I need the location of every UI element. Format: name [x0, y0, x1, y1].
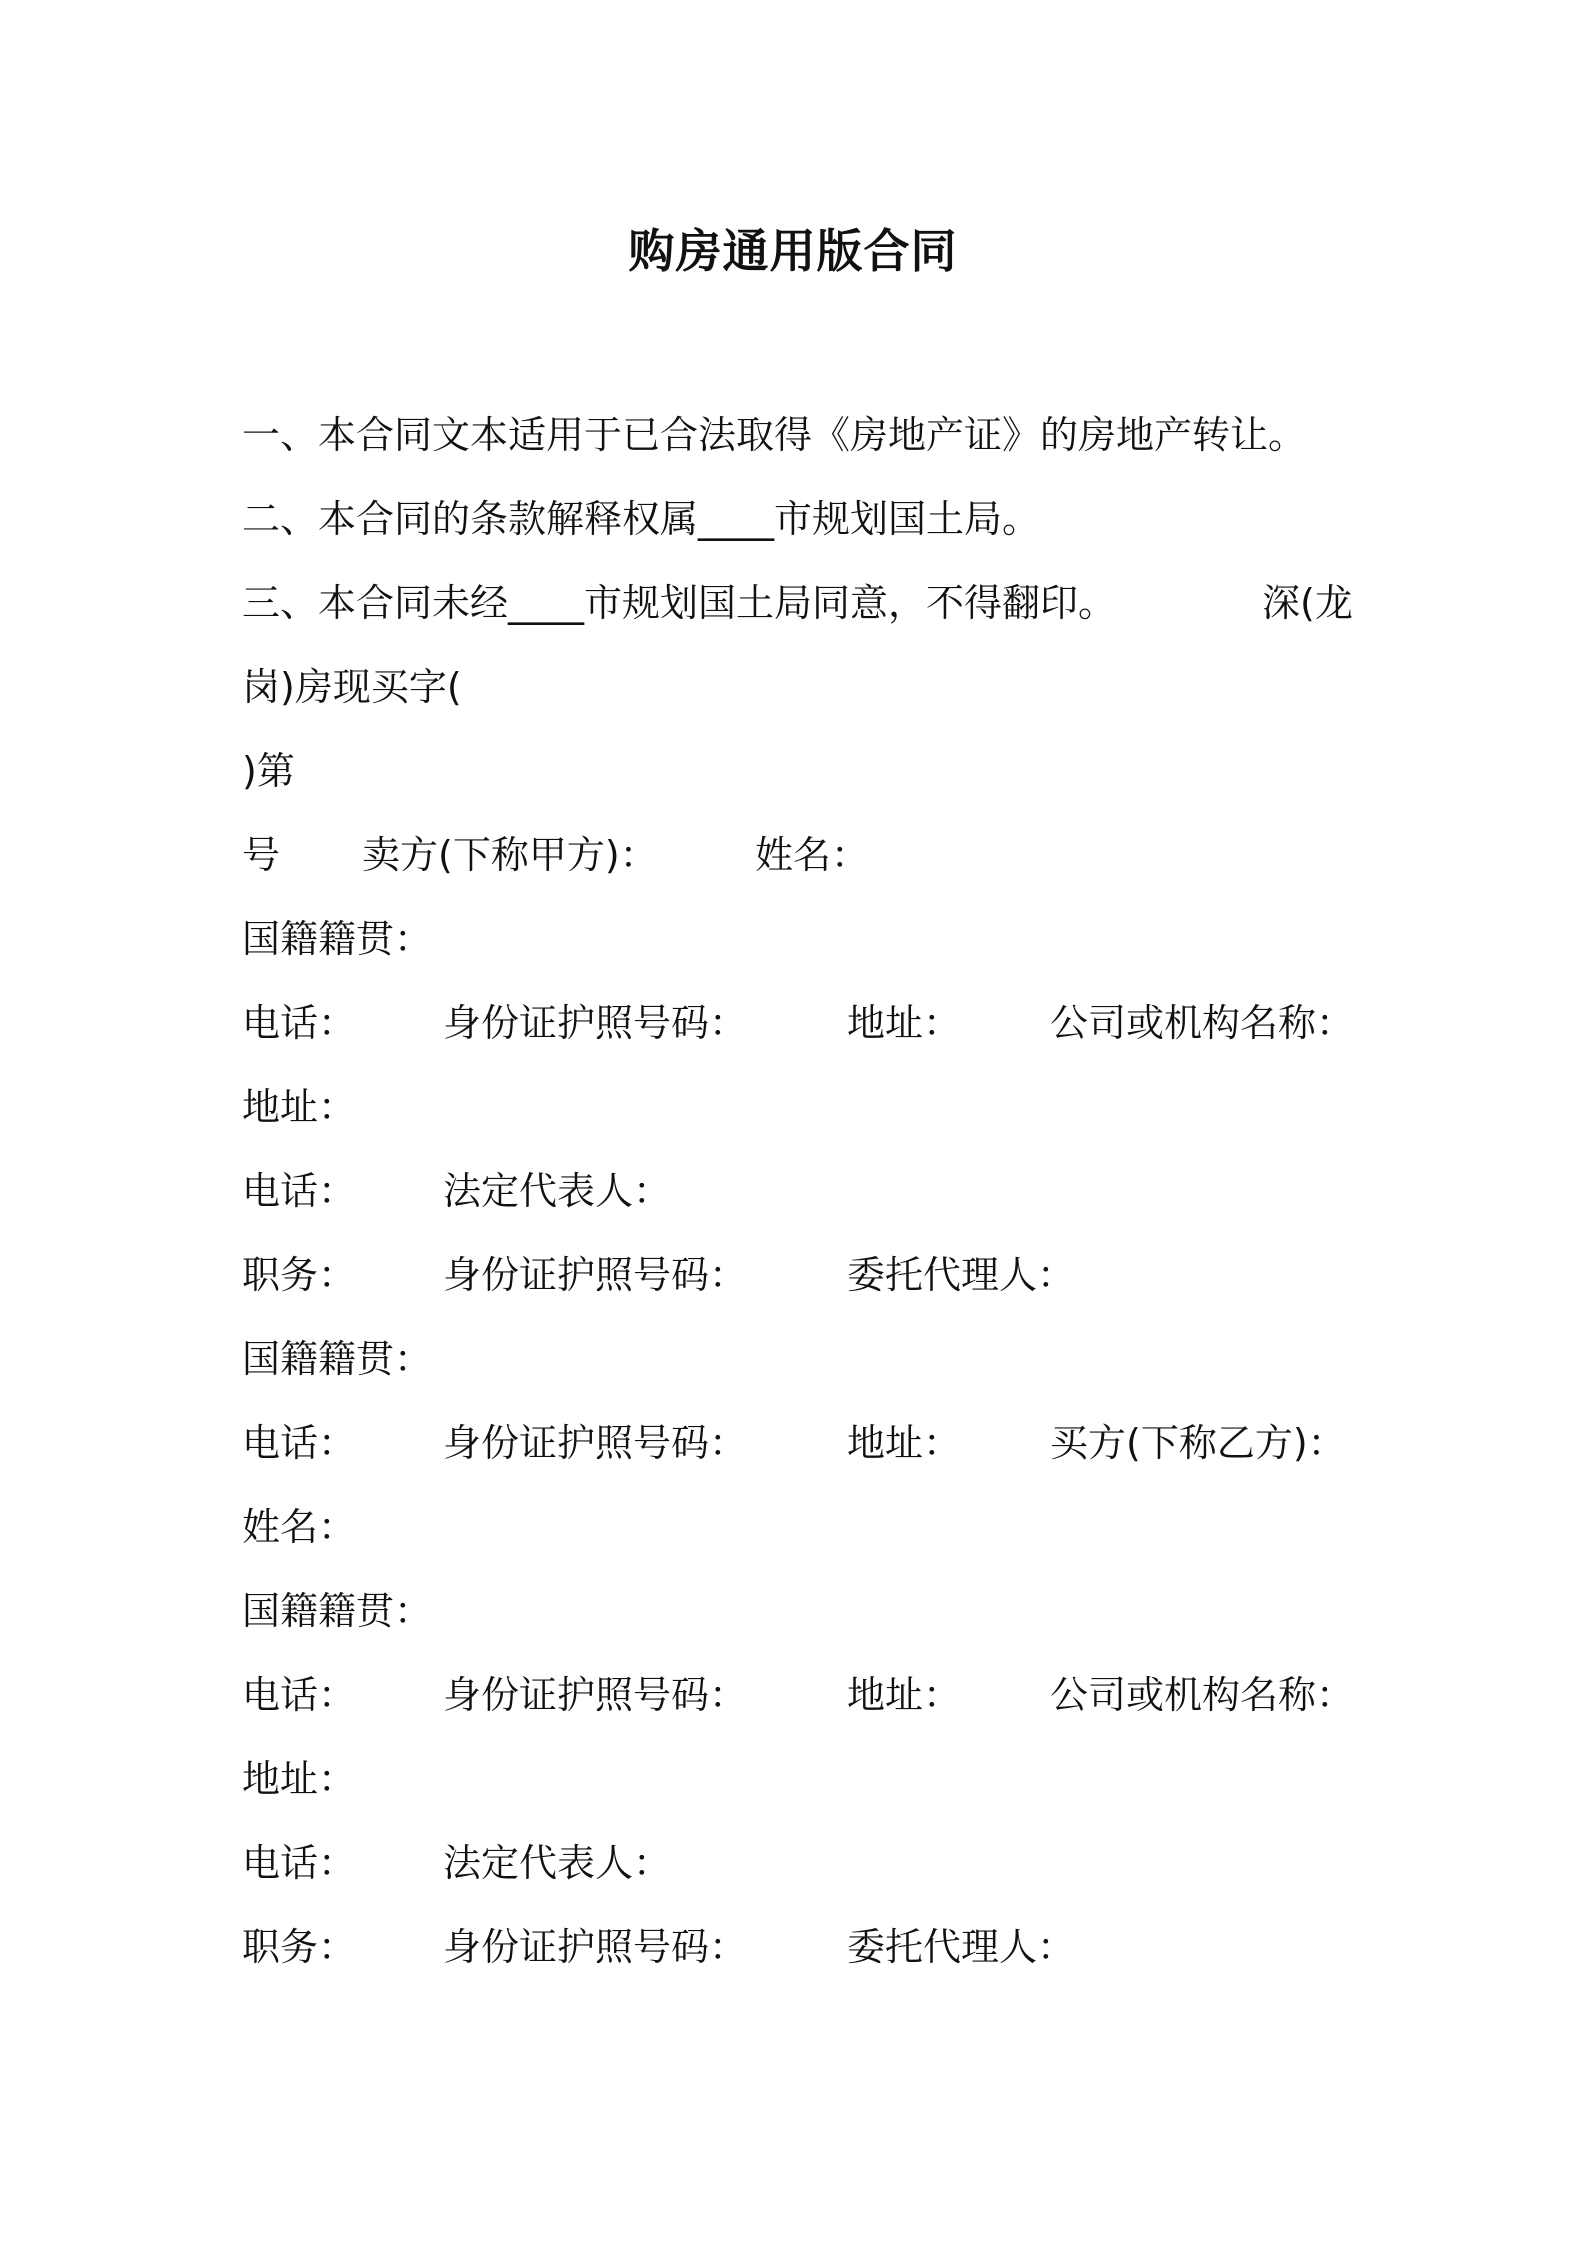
clause-3: 三、本合同未经____市规划国土局同意，不得翻印。 [242, 581, 1117, 625]
clause-3-tail: 深(龙 [1262, 581, 1353, 625]
buyer-label: 买方(下称乙方)： [1050, 1421, 1346, 1465]
buyer-company-phone-label: 电话： [242, 1841, 357, 1885]
seller-label: 卖方(下称甲方)： [362, 833, 658, 877]
buyer-id-label: 身份证护照号码： [443, 1673, 748, 1717]
seller-agent-label: 委托代理人： [847, 1253, 1076, 1297]
seller-company-phone-label: 电话： [242, 1169, 357, 1213]
deed-number-suffix: 号 [242, 833, 281, 877]
deed-ref-line-1: 岗)房现买字( [242, 665, 462, 709]
buyer-legal-rep-label: 法定代表人： [443, 1841, 672, 1885]
seller-agent-phone-label: 电话： [242, 1421, 357, 1465]
seller-position-label: 职务： [242, 1253, 357, 1297]
buyer-address-label: 地址： [847, 1673, 962, 1717]
buyer-agent-label: 委托代理人： [847, 1925, 1076, 1969]
buyer-nationality-label: 国籍籍贯： [242, 1589, 433, 1633]
deed-ref-line-2: )第 [242, 749, 295, 793]
seller-legal-rep-label: 法定代表人： [443, 1169, 672, 1213]
document-title: 购房通用版合同 [628, 224, 958, 278]
seller-company-label: 公司或机构名称： [1050, 1001, 1355, 1045]
seller-company-address-label: 地址： [242, 1085, 357, 1129]
seller-name-label: 姓名： [755, 833, 870, 877]
seller-id-label: 身份证护照号码： [443, 1001, 748, 1045]
seller-nationality-label: 国籍籍贯： [242, 917, 433, 961]
buyer-rep-id-label: 身份证护照号码： [443, 1925, 748, 1969]
seller-rep-id-label: 身份证护照号码： [443, 1253, 748, 1297]
buyer-phone-label: 电话： [242, 1673, 357, 1717]
seller-agent-id-label: 身份证护照号码： [443, 1421, 748, 1465]
buyer-company-label: 公司或机构名称： [1050, 1673, 1355, 1717]
clause-2: 二、本合同的条款解释权属____市规划国土局。 [242, 497, 1041, 541]
seller-address-label: 地址： [847, 1001, 962, 1045]
buyer-company-address-label: 地址： [242, 1757, 357, 1801]
seller-agent-nationality-label: 国籍籍贯： [242, 1337, 433, 1381]
seller-agent-address-label: 地址： [847, 1421, 962, 1465]
buyer-name-label: 姓名： [242, 1505, 357, 1549]
buyer-position-label: 职务： [242, 1925, 357, 1969]
seller-phone-label: 电话： [242, 1001, 357, 1045]
clause-1: 一、本合同文本适用于已合法取得《房地产证》的房地产转让。 [242, 413, 1307, 457]
